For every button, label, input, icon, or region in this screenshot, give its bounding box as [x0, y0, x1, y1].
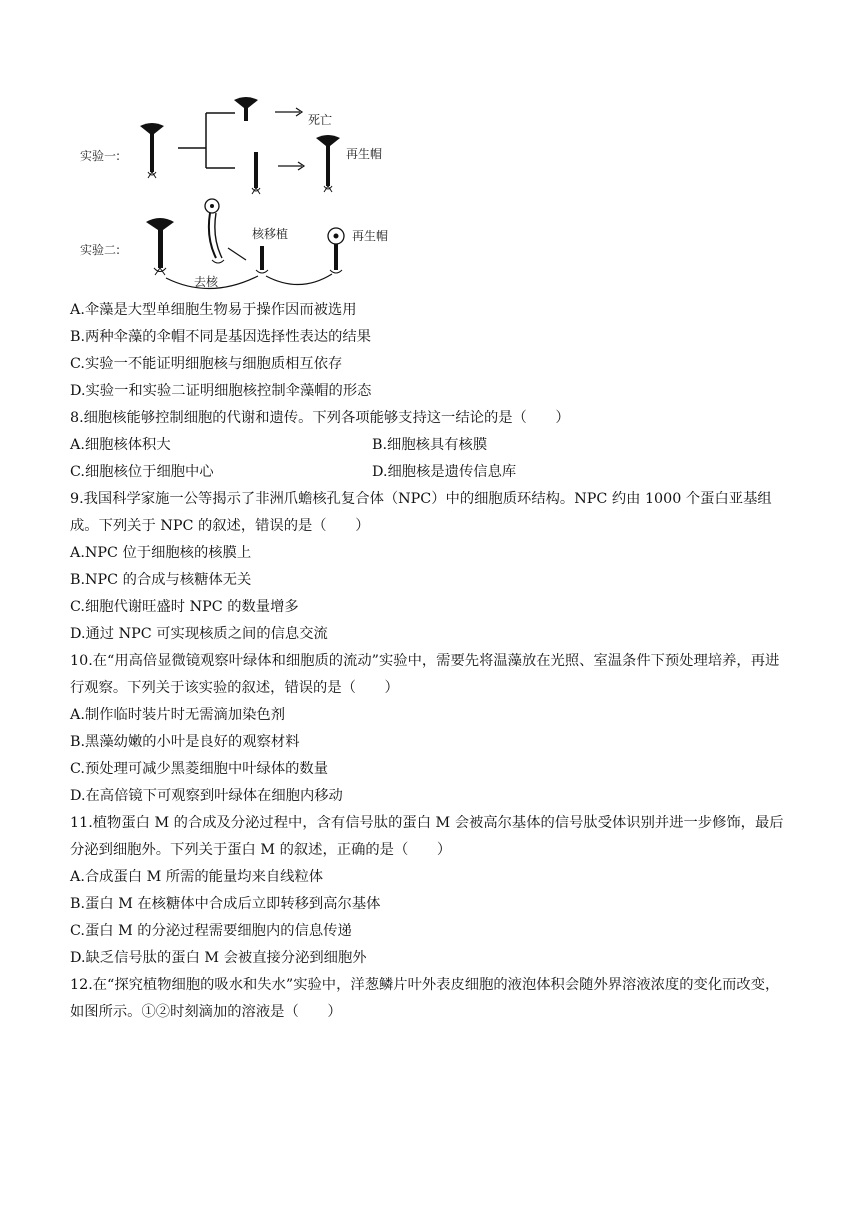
question-11 [70, 810, 792, 972]
death-label: 死亡 [308, 113, 333, 127]
alga-parent-1 [140, 123, 164, 178]
alga-donor-flower [205, 199, 224, 263]
q9-option-d: D.通过 NPC 可实现核质之间的信息交流 [70, 626, 328, 642]
q9-option-c: C.细胞代谢旺盛时 NPC 的数量增多 [70, 599, 299, 615]
q8-option-c: C.细胞核位于细胞中心 [70, 464, 214, 480]
exp1-label: 实验一: [80, 149, 121, 163]
alga-regenerated-2 [328, 228, 344, 273]
acetabularia-experiment-figure [70, 88, 410, 300]
q12-stem: 12.在“探究植物细胞的吸水和失水”实验中，洋葱鳞片叶外表皮细胞的液泡体积会随外界溶液浓度的变化而改变，如图所示。①②时刻滴加的溶液是（ ） [70, 977, 780, 1020]
question-12 [70, 972, 792, 1026]
q10-option-b: B.黑藻幼嫩的小叶是良好的观察材料 [70, 734, 300, 750]
regen-cap-label-1: 再生帽 [346, 147, 383, 161]
q8-option-d: D.细胞核是遗传信息库 [372, 464, 517, 480]
q7-option-d: D.实验一和实验二证明细胞核控制伞藻帽的形态 [70, 383, 372, 399]
alga-recipient [256, 246, 268, 273]
q7-option-b: B.两种伞藻的伞帽不同是基因选择性表达的结果 [70, 329, 371, 345]
nuclear-transplant-label: 核移植 [252, 227, 289, 241]
question-9 [70, 486, 792, 648]
exp2-label: 实验二: [80, 243, 121, 257]
question-8 [70, 405, 792, 486]
q10-stem: 10.在“用高倍显微镜观察叶绿体和细胞质的流动”实验中，需要先将温藻放在光照、室温条件下预处理培养，再进行观察。下列关于该实验的叙述，错误的是（ ） [70, 653, 780, 696]
q11-option-b: B.蛋白 M 在核糖体中合成后立即转移到高尔基体 [70, 896, 381, 912]
q7-option-c: C.实验一不能证明细胞核与细胞质相互依存 [70, 356, 343, 372]
question-7-options [70, 297, 792, 405]
q11-option-c: C.蛋白 M 的分泌过程需要细胞内的信息传递 [70, 923, 352, 939]
question-10 [70, 648, 792, 810]
q11-option-a: A.合成蛋白 M 所需的能量均来自线粒体 [70, 869, 324, 885]
alga-regenerated-1 [316, 135, 340, 192]
regen-cap-label-2: 再生帽 [352, 229, 389, 243]
q11-stem: 11.植物蛋白 M 的合成及分泌过程中，含有信号肽的蛋白 M 会被高尔基体的信号肽受体识别并进一步修饰，最后分泌到细胞外。下列关于蛋白 M 的叙述，正确的是（ ） [70, 815, 784, 858]
q8-stem: 8.细胞核能够控制细胞的代谢和遗传。下列各项能够支持这一结论的是（ ） [70, 410, 570, 426]
alga-parent-2 [146, 218, 174, 275]
alga-cap-fragment [234, 97, 258, 121]
q9-stem: 9.我国科学家施一公等揭示了非洲爪蟾核孔复合体（NPC）中的细胞质环结构。NPC 约由 1000 个蛋白亚基组成。下列关于 NPC 的叙述，错误的是（ ） [70, 491, 772, 534]
q11-option-d: D.缺乏信号肽的蛋白 M 会被直接分泌到细胞外 [70, 950, 367, 966]
q9-option-b: B.NPC 的合成与核糖体无关 [70, 572, 252, 588]
q10-option-a: A.制作临时装片时无需滴加染色剂 [70, 707, 286, 723]
enucleate-label: 去核 [194, 275, 219, 289]
q10-option-c: C.预处理可减少黑菱细胞中叶绿体的数量 [70, 761, 329, 777]
q8-option-a: A.细胞核体积大 [70, 437, 171, 453]
q7-option-a: A.伞藻是大型单细胞生物易于操作因而被选用 [70, 302, 357, 318]
alga-stalk-fragment [252, 152, 260, 194]
q10-option-d: D.在高倍镜下可观察到叶绿体在细胞内移动 [70, 788, 343, 804]
q9-option-a: A.NPC 位于细胞核的核膜上 [70, 545, 252, 561]
q8-option-b: B.细胞核具有核膜 [372, 437, 488, 453]
